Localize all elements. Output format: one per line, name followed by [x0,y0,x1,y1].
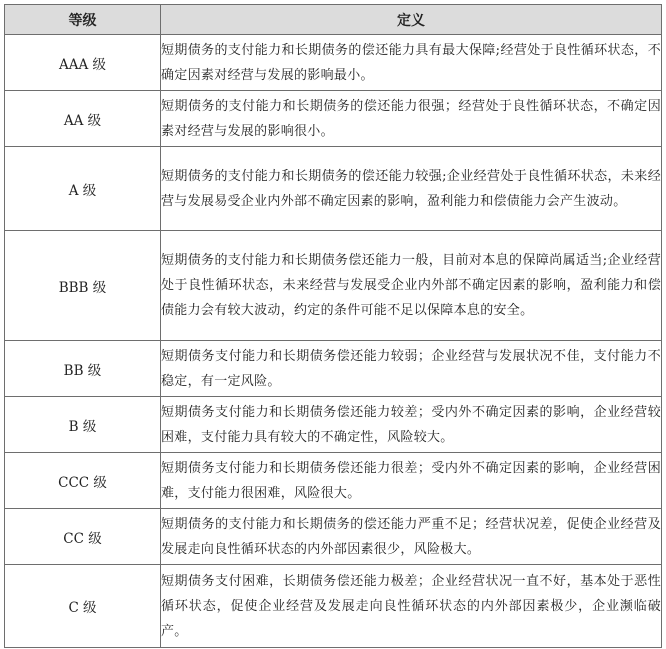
grade-cell: BBB 级 [5,231,161,341]
grade-cell: B 级 [5,397,161,453]
header-row [5,5,662,35]
rating-definition-table [4,4,662,648]
grade-cell: CCC 级 [5,453,161,509]
definition-cell: 短期债务支付能力和长期债务偿还能力很差；受内外不确定因素的影响，企业经营困难，支付能力很困难，风险很大。 [161,453,662,509]
definition-cell: 短期债务的支付能力和长期债务的偿还能力具有最大保障;经营处于良性循环状态，不确定因素对经营与发展的影响最小。 [161,35,662,91]
grade-cell: A 级 [5,147,161,231]
grade-cell: AAA 级 [5,35,161,91]
definition-cell: 短期债务的支付能力和长期债务的偿还能力很强；经营处于良性循环状态，不确定因素对经营与发展的影响很小。 [161,91,662,147]
grade-cell: BB 级 [5,341,161,397]
header-grade: 等级 [5,5,161,35]
grade-cell: C 级 [5,565,161,648]
grade-cell: AA 级 [5,91,161,147]
table-row [5,509,662,565]
definition-cell: 短期债务支付能力和长期债务偿还能力较弱；企业经营与发展状况不佳，支付能力不稳定，有一定风险。 [161,341,662,397]
header-definition: 定义 [161,5,662,35]
definition-cell: 短期债务支付能力和长期债务偿还能力较差；受内外不确定因素的影响，企业经营较困难，支付能力具有较大的不确定性，风险较大。 [161,397,662,453]
table-row [5,231,662,341]
table-row [5,35,662,91]
definition-cell: 短期债务支付困难，长期债务偿还能力极差；企业经营状况一直不好，基本处于恶性循环状态，促使企业经营及发展走向良性循环状态的内外部因素极少，企业濒临破产。 [161,565,662,648]
table-row [5,91,662,147]
definition-cell: 短期债务的支付能力和长期债务偿还能力一般，目前对本息的保障尚属适当;企业经营处于良性循环状态，未来经营与发展受企业内外部不确定因素的影响，盈利能力和偿债能力会有较大波动，约定的条件可能不足以保障本息的安全。 [161,231,662,341]
definition-cell: 短期债务的支付能力和长期债务的偿还能力严重不足；经营状况差，促使企业经营及发展走向良性循环状态的内外部因素很少，风险极大。 [161,509,662,565]
grade-cell: CC 级 [5,509,161,565]
table-row [5,341,662,397]
table-row [5,453,662,509]
rating-definition-table-wrapper [4,4,661,648]
table-row [5,565,662,648]
table-row [5,147,662,231]
table-row [5,397,662,453]
definition-cell: 短期债务的支付能力和长期债务的偿还能力较强;企业经营处于良性循环状态，未来经营与发展易受企业内外部不确定因素的影响，盈利能力和偿债能力会产生波动。 [161,147,662,231]
